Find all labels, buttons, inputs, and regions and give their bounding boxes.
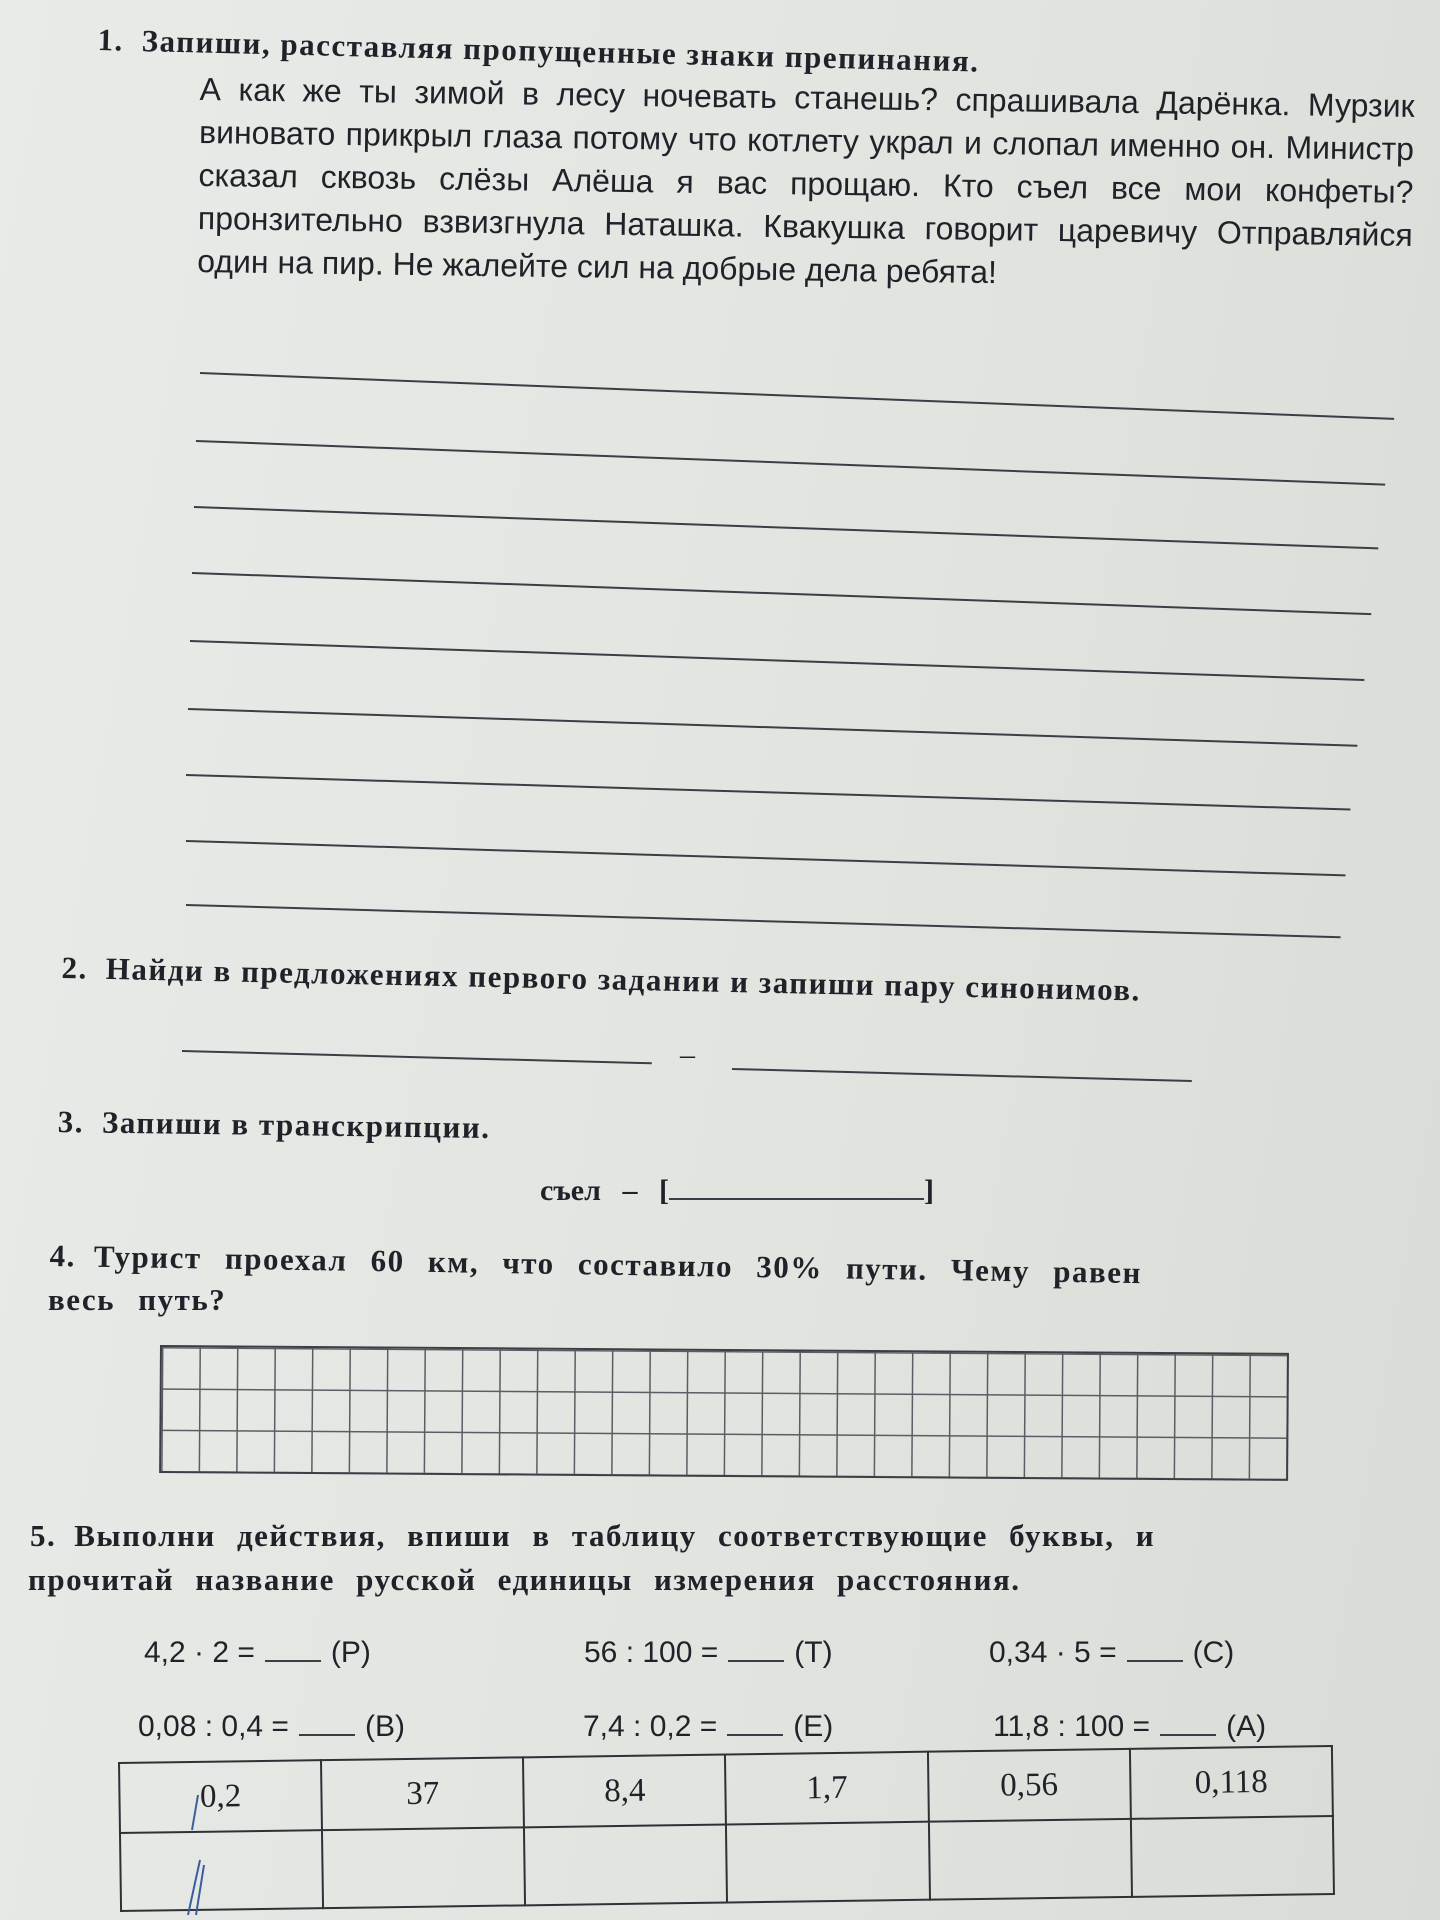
equation-v <box>138 1710 583 1744</box>
transcription-close-bracket: ] <box>923 1174 934 1207</box>
answer-line <box>188 708 1357 747</box>
task-1-instruction: Запиши, расставляя пропущенные знаки препинания. <box>141 23 980 79</box>
equation-row-1 <box>144 1636 1234 1670</box>
answer-line <box>192 572 1371 615</box>
task-3-instruction: Запиши в транскрипции. <box>101 1104 491 1146</box>
equation-expression: 4,2 · 2 = <box>144 1636 255 1669</box>
task-3-title <box>57 1104 490 1146</box>
equation-a <box>993 1710 1266 1744</box>
answer-line <box>186 904 1341 938</box>
equation-blank[interactable] <box>265 1638 321 1662</box>
task-2-instruction: Найди в предложениях первого задании и запиши пару синонимов. <box>105 950 1142 1008</box>
answer-line <box>196 440 1385 486</box>
equation-expression: 0,08 : 0,4 = <box>138 1710 289 1743</box>
equation-row-2 <box>138 1710 1266 1744</box>
task-5-title <box>30 1518 1155 1554</box>
equation-expression: 56 : 100 = <box>584 1636 719 1669</box>
answer-table-letters-row <box>120 1816 1334 1911</box>
transcription-row <box>540 1172 934 1208</box>
synonym-line-right <box>732 1068 1192 1082</box>
task-5-number: 5. <box>30 1518 57 1553</box>
task-4-instruction-line2: весь путь? <box>48 1282 227 1317</box>
answer-table <box>118 1745 1335 1912</box>
task-5-instruction-line2: прочитай название русской единицы измерения расстояния. <box>28 1562 1021 1597</box>
answer-letter-cell[interactable] <box>120 1830 323 1911</box>
equation-s <box>989 1636 1234 1670</box>
answer-value: 37 <box>321 1757 524 1830</box>
equation-expression: 7,4 : 0,2 = <box>583 1710 718 1743</box>
task-5-instruction-line1: Выполни действия, впиши в таблицу соответствующие буквы, и <box>74 1518 1156 1553</box>
synonym-line-left <box>182 1050 652 1064</box>
answer-letter-cell[interactable] <box>322 1827 525 1908</box>
answer-value: 1,7 <box>725 1752 928 1825</box>
equation-blank[interactable] <box>1127 1638 1183 1662</box>
equation-r <box>144 1636 584 1670</box>
task-1-number: 1. <box>97 22 125 58</box>
answer-value: 8,4 <box>523 1755 726 1828</box>
answer-letter-cell[interactable] <box>929 1819 1132 1900</box>
synonym-dash: – <box>680 1038 695 1071</box>
equation-letter: (А) <box>1226 1710 1267 1743</box>
answer-line <box>190 640 1364 681</box>
task-5-title-line2 <box>28 1562 1021 1598</box>
task-4-instruction-line1: Турист проехал 60 км, что составило 30% пути. Чему равен <box>93 1238 1143 1291</box>
pencil-mark <box>178 1790 218 1920</box>
answer-line <box>194 506 1378 549</box>
answer-letter-cell[interactable] <box>1131 1816 1334 1897</box>
task-3-number: 3. <box>57 1104 85 1140</box>
equation-letter: (В) <box>364 1710 405 1743</box>
equation-blank[interactable] <box>728 1638 784 1662</box>
equation-t <box>584 1636 989 1670</box>
task-4-title-line2 <box>48 1282 226 1318</box>
transcription-dash: – <box>622 1174 638 1207</box>
equation-letter: (С) <box>1192 1636 1235 1669</box>
equation-expression: 0,34 · 5 = <box>989 1636 1117 1669</box>
transcription-word: съел <box>540 1174 601 1207</box>
answer-line <box>200 372 1394 420</box>
equation-e <box>583 1710 993 1744</box>
task-4-answer-grid[interactable] <box>159 1345 1289 1481</box>
answer-line <box>186 774 1351 811</box>
equation-letter: (Е) <box>793 1710 834 1743</box>
equation-letter: (Т) <box>794 1636 833 1669</box>
task-4-number: 4. <box>49 1238 77 1274</box>
equation-blank[interactable] <box>1160 1712 1216 1736</box>
answer-letter-cell[interactable] <box>524 1825 727 1906</box>
answer-value: 0,2 <box>119 1760 322 1833</box>
equation-blank[interactable] <box>727 1712 783 1736</box>
answer-letter-cell[interactable] <box>726 1822 929 1903</box>
task-2-number: 2. <box>61 950 89 986</box>
answer-value: 0,56 <box>928 1749 1131 1822</box>
equation-expression: 11,8 : 100 = <box>993 1710 1151 1743</box>
answer-line <box>186 840 1346 876</box>
equation-letter: (Р) <box>330 1636 371 1669</box>
task-2-title <box>61 950 1141 1009</box>
transcription-open-bracket: [ <box>658 1174 669 1207</box>
answer-value: 0,118 <box>1130 1746 1333 1819</box>
equation-blank[interactable] <box>299 1712 355 1736</box>
task-1-passage: А как же ты зимой в лесу ночевать станешь? спрашивала Дарёнка. Мурзик виновато прикрыл глаза потому что котлету украл и слопал именно он. Министр сказал сквозь слёзы Алёша я вас прощаю. Кто съел все мои конфеты? пронзительно взвизгнула Наташка. Квакушка говорит царевичу Отправляйся один на пир. Не жалейте сил на добрые дела ребята! <box>197 70 1415 291</box>
transcription-field[interactable] <box>669 1172 924 1200</box>
